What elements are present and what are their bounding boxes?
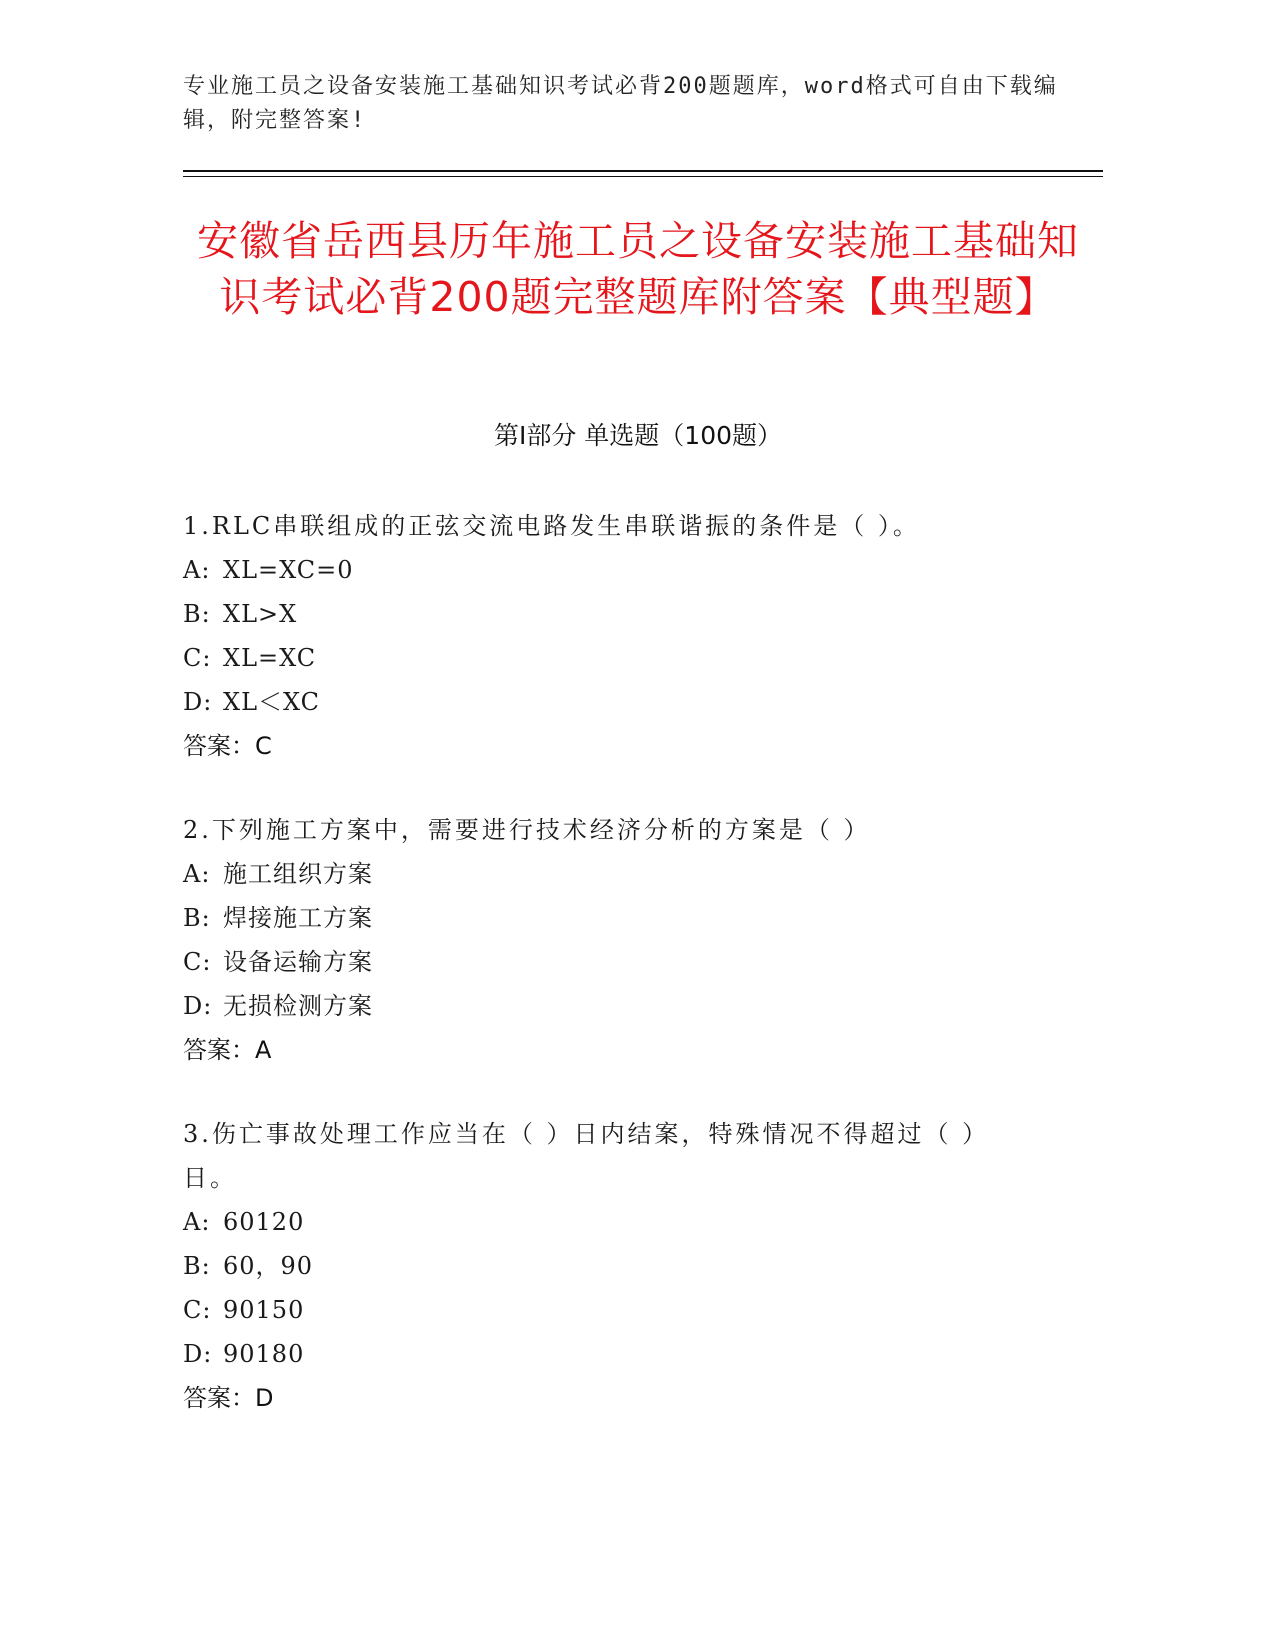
option-label: A:: [183, 1208, 211, 1236]
option-b: [183, 592, 1063, 636]
option-b: [183, 896, 1063, 940]
option-label: B:: [183, 600, 211, 628]
option-c: [183, 636, 1063, 680]
option-text: XL＜XC: [223, 688, 321, 716]
option-d: [183, 1332, 1013, 1376]
question-stem: 1.RLC串联组成的正弦交流电路发生串联谐振的条件是（ ）。: [183, 512, 920, 540]
option-text: 60，90: [223, 1252, 314, 1280]
option-a: [183, 1200, 1013, 1244]
option-label: D:: [183, 992, 213, 1020]
option-text: 设备运输方案: [223, 948, 373, 976]
option-c: [183, 1288, 1013, 1332]
option-text: XL=XC=0: [223, 556, 354, 584]
question-1: [183, 504, 1063, 768]
option-label: C:: [183, 644, 212, 672]
option-label: A:: [183, 860, 211, 888]
option-text: 焊接施工方案: [223, 904, 373, 932]
header-divider-thick: [183, 170, 1103, 172]
question-2: [183, 808, 1063, 1072]
option-a: [183, 852, 1063, 896]
option-c: [183, 940, 1063, 984]
question-stem: 2.下列施工方案中，需要进行技术经济分析的方案是（ ）: [183, 816, 871, 844]
answer: 答案：D: [183, 1384, 274, 1412]
answer: 答案：C: [183, 732, 272, 760]
option-label: A:: [183, 556, 211, 584]
header-note: 专业施工员之设备安装施工基础知识考试必背200题题库，word格式可自由下载编辑，附完整答案!: [183, 74, 1058, 133]
question-stem: 3.伤亡事故处理工作应当在（ ）日内结案，特殊情况不得超过（ ）日。: [183, 1120, 990, 1192]
option-text: 90180: [223, 1340, 305, 1368]
section-title: 第Ⅰ部分 单选题（100题）: [493, 421, 783, 450]
option-text: XL=XC: [223, 644, 317, 672]
option-label: B:: [183, 904, 211, 932]
option-b: [183, 1244, 1013, 1288]
question-3: [183, 1112, 1013, 1420]
option-a: [183, 548, 1063, 592]
option-text: 60120: [223, 1208, 305, 1236]
option-label: B:: [183, 1252, 211, 1280]
option-label: D:: [183, 1340, 213, 1368]
option-d: [183, 680, 1063, 724]
option-text: 90150: [223, 1296, 305, 1324]
option-text: 施工组织方案: [223, 860, 373, 888]
answer: 答案：A: [183, 1036, 272, 1064]
header-divider-thin: [183, 176, 1103, 177]
option-text: XL>X: [223, 600, 298, 628]
option-d: [183, 984, 1063, 1028]
option-text: 无损检测方案: [223, 992, 373, 1020]
option-label: D:: [183, 688, 213, 716]
option-label: C:: [183, 1296, 212, 1324]
option-label: C:: [183, 948, 212, 976]
document-title: 安徽省岳西县历年施工员之设备安装施工基础知识考试必背200题完整题库附答案【典型题】: [197, 217, 1079, 321]
